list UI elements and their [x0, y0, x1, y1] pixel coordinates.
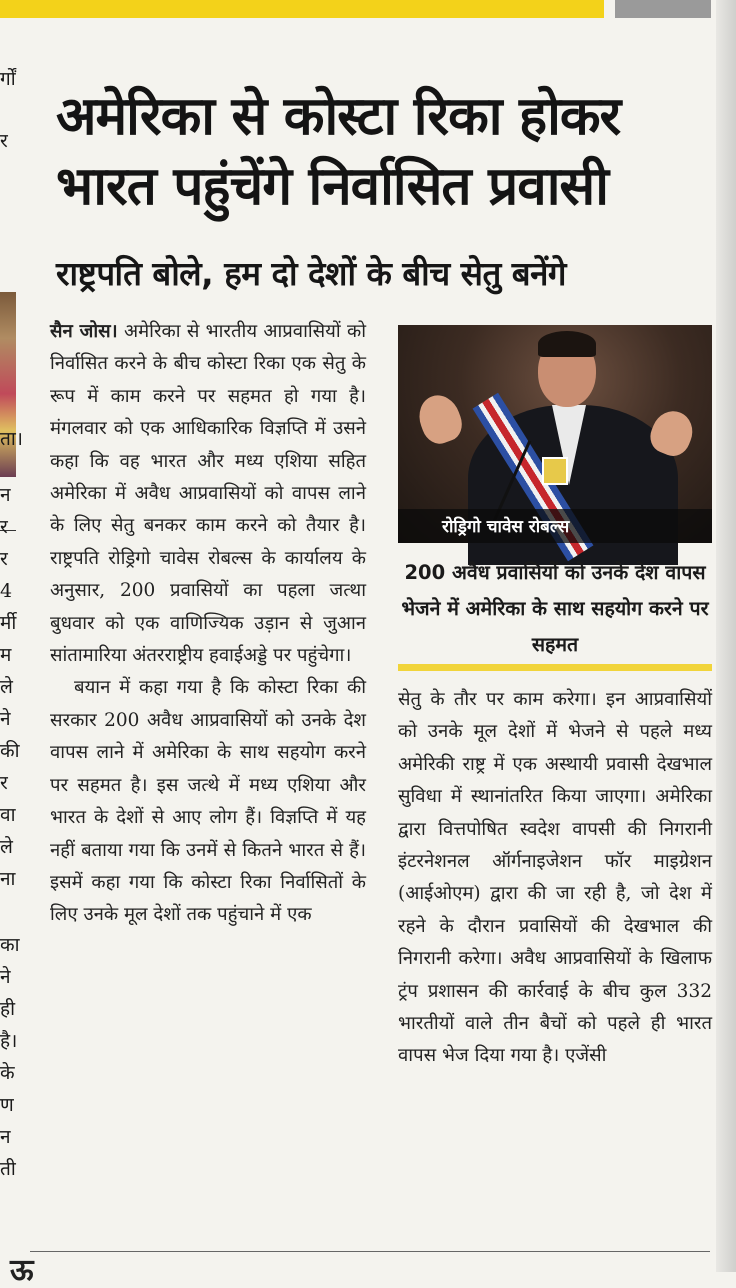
- left-fragment: है।: [0, 1030, 18, 1052]
- left-fragment: र: [0, 130, 8, 152]
- paragraph-2: बयान में कहा गया है कि कोस्टा रिका की सरकार 200 अवैध आप्रवासियों को उनके देश वापस लाने में अमेरिका के साथ सहयोग करने पर सहमत है। इस जत्थे में मध्य एशिया और भारत के देशों से आए लोग हैं। विज्ञप्ति में यह नहीं बताया गया कि उनमें से कितने भारत से हैं। इसमें कहा गया कि कोस्टा रिका निर्वासितों के लिए उनके मूल देशों तक पहुंचाने में एक: [50, 677, 366, 926]
- left-fragment: ने: [0, 708, 11, 730]
- left-fragment: ण: [0, 1094, 14, 1116]
- left-fragment: के: [0, 1062, 15, 1084]
- left-cut-column: [0, 60, 23, 1220]
- left-fragment: की: [0, 740, 20, 762]
- left-fragment: ले: [0, 676, 13, 698]
- page-edge: [716, 0, 736, 1272]
- article-column-2: [398, 684, 712, 1073]
- paragraph-1: [50, 316, 366, 672]
- left-fragment: र: [0, 548, 8, 570]
- bottom-divider: [30, 1251, 710, 1252]
- paragraph-1-text: अमेरिका से भारतीय आप्रवासियों को निर्वासित करने के बीच कोस्टा रिका एक सेतु के रूप में काम करने पर सहमत हो गया है। मंगलवार को एक आधिकारिक विज्ञप्ति में उसने कहा कि वह भारत और मध्य एशिया सहित अमेरिका में अवैध आप्रवासियों को वापस लाने के लिए सेतु बनकर काम करने को तैयार है। राष्ट्रपति रोड्रिगो चावेस रोबल्स के कार्यालय के अनुसार, 200 प्रवासियों का पहला जत्था बुधवार को एक वाणिज्यिक उड़ान से जुआन सांतामारिया अंतरराष्ट्रीय हवाईअड्डे पर पहुंचेगा।: [50, 321, 366, 667]
- headline: अमेरिका से कोस्टा रिका होकर भारत पहुंचेंगे निर्वासित प्रवासी: [56, 86, 621, 217]
- top-yellow-bar: [0, 0, 604, 18]
- left-fragment: ने: [0, 966, 11, 988]
- left-fragment: म: [0, 644, 12, 666]
- president-photo: [398, 325, 712, 543]
- left-fragment: ता।: [0, 428, 23, 450]
- subheadline: राष्ट्रपति बोले, हम दो देशों के बीच सेतु बनेंगे: [56, 254, 567, 293]
- top-gray-bar: [615, 0, 711, 18]
- pull-quote-rule: [398, 664, 712, 671]
- pull-quote: 200 अवैध प्रवासियों को उनके देश वापस भेजने में अमेरिका के साथ सहयोग करने पर सहमत: [401, 561, 709, 656]
- left-fragment: न: [0, 484, 11, 506]
- photo-caption: रोड्रिगो चावेस रोबल्स: [442, 517, 570, 537]
- left-fragment: ना: [0, 868, 16, 890]
- left-fragment: ही: [0, 998, 16, 1020]
- left-fragment: र: [0, 772, 8, 794]
- left-fragment: र: [0, 516, 8, 538]
- left-fragment: वा: [0, 804, 16, 826]
- dateline: सैन जोस।: [50, 321, 118, 342]
- left-fragment: ती: [0, 1158, 16, 1180]
- article-column-1: [50, 316, 366, 932]
- paragraph-3: सेतु के तौर पर काम करेगा। इन आप्रवासियों को उनके मूल देशों में भेजने से पहले मध्य अमेरिकी राष्ट्र में एक अस्थायी प्रवासी देखभाल सुविधा में स्थानांतरित किया जाएगा। अमेरिका द्वारा वित्तपोषित स्वदेश वापसी की निगरानी इंटरनेशनल ऑर्गनाइजेशन फॉर माइग्रेशन (आईओएम) द्वारा की जा रही है, जो देश में रहने के दौरान प्रवासियों की देखभाल की निगरानी करेगा। अवैध आप्रवासियों के खिलाफ ट्रंप प्रशासन की कार्रवाई के बीच कुल 332 भारतीयों वाले तीन बैचों को पहले ही भारत वापस भेज दिया गया है। एजेंसी: [398, 689, 712, 1067]
- left-fragment: र्गों: [0, 68, 16, 90]
- left-fragment: ले: [0, 836, 13, 858]
- left-fragment: र्मी: [0, 612, 17, 634]
- left-fragment: 4: [0, 580, 13, 602]
- left-fragment: का: [0, 934, 20, 956]
- next-article-fragment: ऊ: [10, 1253, 34, 1288]
- left-fragment: न: [0, 1126, 11, 1148]
